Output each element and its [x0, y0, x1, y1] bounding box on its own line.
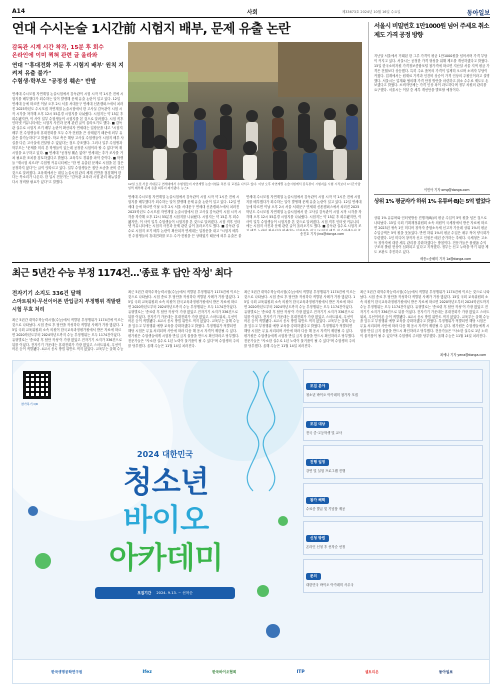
second-body-col2: 최근 5년간 대학수학능력시험(수능)에서 적발된 부정행위가 1174건에 이르는 것으로 나타났다. 시험 종료 후 답안을 작성하다 적발된 사례가 가장 많았다. 15일 국회 교육위원회 소속 의원이 한국교육과정평가원에서 받은 자료에 따르면 2020학년도부터 2024학년도까지 수능 부정행위는 모두 1174건이었다. 유형별로는 '종료령 후 답안 작성'이 가장 많았고 전자기기 소지가 336건으로 뒤를 이었다. 전자기기 가운데는 휴대전화가 가장 많았고 스마트워치, 무선이어폰 등이 적발됐다. 4교시 응시 방법 위반도 적지 않았다. 교육부는 올해 수능을 앞두고 부정행위 예방 교육을 강화하겠다고 밝혔다. 부정행위가 적발되면 해당 시험은 무효 처리되며 사안에 따라 다음 해 응시 자격이 제한될 수 있다. 평가원은 수험생들에게 시험장 반입 금지 물품을 반드시 확인하라고 당부했다. 전문가들은 "사소한 실수로 1년 노력이 물거품이 될 수 있다"며 수험생의 주의를 당부했다. 올해 수능은 11월 14일 치러진다. [128, 290, 240, 348]
info-box [303, 407, 483, 441]
apply-label: 모집기간 [137, 591, 152, 595]
info-head: 신청 방법 [306, 535, 329, 542]
ad-banner [12, 360, 490, 684]
second-body-col1: 최근 5년간 대학수학능력시험(수능)에서 적발된 부정행위가 1174건에 이르는 것으로 나타났다. 시험 종료 후 답안을 작성하다 적발된 사례가 가장 많았다. 15일 국회 교육위원회 소속 의원이 한국교육과정평가원에서 받은 자료에 따르면 2020학년도부터 2024학년도까지 수능 부정행위는 모두 1174건이었다. 유형별로는 '종료령 후 답안 작성'이 가장 많았고 전자기기 소지가 336건으로 뒤를 이었다. 전자기기 가운데는 휴대전화가 가장 많았고 스마트워치, 무선이어폰 등이 적발됐다. 4교시 응시 방법 위반도 적지 않았다. 교육부는 올해 수능 [12, 318, 124, 352]
ad-title-line3: 아카데미 [109, 541, 223, 576]
info-line: 온라인 신청 후 선착순 선정 [306, 545, 346, 549]
crowd-photo-illustration [128, 42, 362, 180]
brand-logo: 동아일보 [466, 10, 490, 17]
second-kicker: 전자기기 소지도 336건 달해 [12, 291, 81, 297]
info-head: 참가 혜택 [306, 497, 329, 504]
lead-photo [128, 42, 362, 180]
qr-code[interactable] [23, 371, 51, 399]
info-line: 수료증 발급 및 기념품 제공 [306, 507, 346, 511]
page-header [12, 8, 490, 18]
info-box [303, 369, 483, 403]
right-sub-byline: 세종=송혜미 기자 1a@donga.com [420, 257, 472, 261]
apply-dates: 2024. 9.13. ~ 선착순 [156, 591, 193, 595]
lead-photo-caption: 12일 오전 서울 서대문구 연세대에서 수험생들이 자연계열 논술시험을 치른 뒤 교정을 나서고 있다. 이날 오후 자연계열 논술시험에서 감독관이 시험지를 시험 시작보다 1시간가량 일찍 배부해 문제 유출 의혹이 제기됐다. 뉴스1 [128, 182, 361, 191]
lead-subhead: 수험생·학부모 "공정성 훼손" 반발 [12, 79, 97, 85]
lead-byline: 송진호 기자 jino@donga.com [300, 232, 345, 236]
second-headline: 최근 5년간 수능 부정 1174건…'종료 후 답안 작성' 최다 [12, 268, 232, 279]
ad-year-label: 2024 대한민국 [137, 450, 193, 459]
sponsor-logo: Ifez [142, 670, 152, 675]
lead-headline: 연대 수시논술 1시간前 시험지 배부, 문제 유출 논란 [12, 22, 291, 37]
lead-subhead: 온라인에 이미 찍혀 관련 글 올라와 [12, 53, 98, 59]
right-headline: 서울시 비밀번호 1만1000원 넘어 주세요 취소제도 가격 공정 방향 [374, 23, 489, 39]
ad-info-list [303, 369, 483, 593]
sponsor-logo: 셀트리온 [364, 670, 379, 674]
issue-date: 제33673호 2024년 10월 16일 수요일 [342, 10, 401, 14]
lead-subheads [12, 44, 124, 86]
info-head: 모집 대상 [306, 421, 329, 428]
info-line: 청소년 바이오 아카데미 참가자 모집 [306, 393, 358, 397]
sponsor-logo: 한국생명공학연구원 [51, 670, 83, 674]
info-box [303, 559, 483, 593]
sponsor-logo: 한국바이오협회 [212, 670, 237, 674]
second-body-col4: 최근 5년간 대학수학능력시험(수능)에서 적발된 부정행위가 1174건에 이르는 것으로 나타났다. 시험 종료 후 답안을 작성하다 적발된 사례가 가장 많았다. 15일 국회 교육위원회 소속 의원이 한국교육과정평가원에서 받은 자료에 따르면 2020학년도부터 2024학년도까지 수능 부정행위는 모두 1174건이었다. 유형별로는 '종료령 후 답안 작성'이 가장 많았고 전자기기 소지가 336건으로 뒤를 이었다. 전자기기 가운데는 휴대전화가 가장 많았고 스마트워치, 무선이어폰 등이 적발됐다. 4교시 응시 방법 위반도 적지 않았다. 교육부는 올해 수능을 앞두고 부정행위 예방 교육을 강화하겠다고 밝혔다. 부정행위가 적발되면 해당 시험은 무효 처리되며 사안에 따라 다음 해 응시 자격이 제한될 수 있다. 평가원은 수험생들에게 시험장 반입 금지 물품을 반드시 확인하라고 당부했다. 전문가들은 "사소한 실수로 1년 노력이 물거품이 될 수 있다"며 수험생의 주의를 당부했다. 올해 수능은 11월 14일 치러진다. [360, 290, 490, 339]
page-number: A14 [12, 8, 25, 15]
info-head: 진행 일정 [306, 459, 329, 466]
lead-subhead: 연대 "'휴대전화 꺼둔 후 시험지 배부' 원칙 지켜져 유출 불가" [12, 63, 124, 77]
section-label: 사회 [247, 10, 258, 16]
second-byline: 최예나 기자 yena@donga.com [440, 353, 487, 357]
ad-title-line2: 바이오 [123, 503, 209, 538]
qr-label: 참가하기 QR [21, 402, 38, 406]
lead-body-col3: 연세대 수시모집 자연계열 논술시험에서 감독관이 시험 시작 약 1시간 전에 시험지를 배부했다가 회수하는 일이 발생해 문제 유출 논란이 일고 있다. 12일 연세대 등에 따르면 이날 오후 2시 서울 서대문구 연세대 신촌캠퍼스에서 치러진 2025학년도 수시모집 자연계열 논술시험에서 한 고사실 감독관이 시험 시작 시각을 착각해 오후 12시 55분경 시험지를 나눠줬다. 시험지는 약 15분 후 회수됐지만, 이 사이 일부 수험생들이 시험지를 본 것으로 알려졌다. 시험 직후 인터넷 커뮤니티에는 시험지 사진과 문제 관련 글이 올라오기도 했다. ■ 감독관 실수로 시험지 조 [246, 195, 362, 229]
lead-body: 연세대 수시모집 자연계열 논술시험에서 감독관이 시험 시작 약 1시간 전에 시험지를 배부했다가 회수하는 일이 발생해 문제 유출 논란이 일고 있다. 12일 연세대 등에 따르면 이날 오후 2시 서울 서대문구 연세대 신촌캠퍼스에서 치러진 2025학년도 수시모집 자연계열 논술시험에서 한 고사실 감독관이 시험 시작 시각을 착각해 오후 12시 55분경 시험지를 나눠줬다. 시험지는 약 15분 후 회수됐지만, 이 사이 일부 수험생들이 시험지를 본 것으로 알려졌다. 시험 직후 인터넷 커뮤니티에는 시험지 사진과 문제 관련 글이 올라오기도 했다. ■ 감독관 실수로 시험지 조기 배부 논란이 확산되자 연세대는 입장문을 내고 "시험지 배부 전 수험생들의 휴대전화를 모두 수거·전원을 끈 상태였기 때문에 외부 유출은 불가능하다"고 밝혔다. 학교 측은 해당 고사실 수험생들이 시험지 배부 사실을 다른 고사실에 전달할 수 없었다는 점도 강조했다. 그러나 일부 수험생과 학부모는 "문제를 미리 본 학생들이 있는데 공정한 시험이라 할 수 없다"며 재시험을 요구하고 있다. ■ 연세대 "공정성 훼손 없어" 연세대는 추가 조사를 거쳐 필요한 조치를 검토하겠다고 밝혔다. 교육부도 경위를 파악 중이다. ■ 학생들 "재시험 치르라" 수험생 커뮤니티에는 "한 번 유출된 문제로 시험을 본 것은 공정하지 않다"는 글이 잇따르고 있다. 일부 수험생들은 집단 소송을 준비 중인 것으로 알려졌다. 교육계에서는 대입 논술시험 관리 체계 전반을 점검해야 한다는 목소리가 나온다. 한 입시 전문가는 "감독관 교육과 시험 관리 매뉴얼을 다시 정비할 필요가 있다"고 말했다. [12, 92, 124, 185]
info-line: 전국 중·고등학생 및 교사 [306, 431, 343, 435]
sponsor-logo: 동아일보 [438, 670, 453, 674]
sponsor-strip [13, 659, 490, 684]
info-box [303, 445, 483, 479]
lead-body-col2: 연세대 수시모집 자연계열 논술시험에서 감독관이 시험 시작 약 1시간 전에 시험지를 배부했다가 회수하는 일이 발생해 문제 유출 논란이 일고 있다. 12일 연세대 등에 따르면 이날 오후 2시 서울 서대문구 연세대 신촌캠퍼스에서 치러진 2025학년도 수시모집 자연계열 논술시험에서 한 고사실 감독관이 시험 시작 시각을 착각해 오후 12시 55분경 시험지를 나눠줬다. 시험지는 약 15분 후 회수됐지만, 이 사이 일부 수험생들이 시험지를 본 것으로 알려졌다. 시험 직후 인터넷 커뮤니티에는 시험지 사진과 문제 관련 글이 올라오기도 했다. ■ 감독관 실수로 시험지 조기 배부 논란이 확산되자 연세대는 입장문을 내고 "시험지 배부 전 수험생들의 휴대전화를 모두 수거·전원을 끈 상태였기 때문에 외부 유출은 불 [128, 195, 242, 238]
second-body-col3: 최근 5년간 대학수학능력시험(수능)에서 적발된 부정행위가 1174건에 이르는 것으로 나타났다. 시험 종료 후 답안을 작성하다 적발된 사례가 가장 많았다. 15일 국회 교육위원회 소속 의원이 한국교육과정평가원에서 받은 자료에 따르면 2020학년도부터 2024학년도까지 수능 부정행위는 모두 1174건이었다. 유형별로는 '종료령 후 답안 작성'이 가장 많았고 전자기기 소지가 336건으로 뒤를 이었다. 전자기기 가운데는 휴대전화가 가장 많았고 스마트워치, 무선이어폰 등이 적발됐다. 4교시 응시 방법 위반도 적지 않았다. 교육부는 올해 수능을 앞두고 부정행위 예방 교육을 강화하겠다고 밝혔다. 부정행위가 적발되면 해당 시험은 무효 처리되며 사안에 따라 다음 해 응시 자격이 제한될 수 있다. 평가원은 수험생들에게 시험장 반입 금지 물품을 반드시 확인하라고 당부했다. 전문가들은 "사소한 실수로 1년 노력이 물거품이 될 수 있다"며 수험생의 주의를 당부했다. 올해 수능은 11월 14일 치러진다. [244, 290, 356, 348]
lead-subhead: 감독관 시계 시간 착각, 15분 후 회수 [12, 45, 104, 51]
sponsor-logo: ITP [296, 670, 305, 675]
right-body: 지난달 서울에서 거래된 한 그루 가격이 평균 1만1000원을 넘어서며 가격 부담이 커지고 있다. 서울시는 공정한 가격 형성을 위해 제도를 개선하겠다고 밝혔다. 15일 한국소비자원 가격정보종합포털 참가격에 따르면 지난달 서울 지역 평균 가격은 전월보다 상승했다. 특히 주요 품목의 가격이 일제히 오르며 소비자 부담이 커졌다. 업계에서는 원재료 가격과 인건비 상승이 가격 인상의 주원인이라고 설명했다. 서울시는 업계와 협의해 가격 안정 방안을 마련하고 취소 수수료 제도도 손보겠다고 밝혔다. 소비자단체는 가격 인상 폭이 과도하다며 정부 차원의 관리를 요구했다. 서울시는 이달 중 세부 개선안을 발표할 예정이다. [374, 54, 490, 93]
apply-period[interactable] [95, 587, 235, 599]
right-sub-headline: 상위 1% 평균자가 하위 1% 유튜버·BJ는 5억 벌었다 [374, 199, 490, 205]
section-divider [12, 262, 490, 263]
info-line: 대한민국 바이오 아카데미 사무국 [306, 583, 354, 587]
info-line: 강연 및 실험 프로그램 진행 [306, 469, 346, 473]
second-kicker2: 스마트워치·무선이어폰 반입금지 부정행위 적발땐 시험 무효 처리 [12, 299, 121, 313]
info-box [303, 521, 483, 555]
info-head: 문의 [306, 573, 321, 580]
right-divider [374, 194, 490, 195]
right-sub-body: 상위 1% 유튜버와 인터넷방송 진행자(BJ)의 평균 수입이 5억 원을 넘은 것으로 나타났다. 15일 국회 기획재정위원회 소속 의원이 국세청에서 받은 자료에 따르면 2023년 귀속 1인 미디어 창작자 종합소득세 신고자 가운데 상위 1%의 평균 수입금액은 5억 원을 웃돌았다. 반면 하위 1%의 평균 수입은 매우 적어 양극화가 뚜렷했다. 1인 미디어 창작자 신고 인원은 매년 증가하는 추세다. 국세청은 고소득 창작자에 대한 세무 관리를 강화하겠다는 방침이다. 전문가들은 플랫폼 수익 구조의 쏠림 현상이 심화되고 있다고 지적했다. 정부는 신고 누락을 막기 위한 제도 보완도 추진하고 있다. [374, 216, 490, 255]
right-column-rule [368, 22, 369, 262]
info-box [303, 483, 483, 517]
ad-title-line1: 청소년 [123, 465, 209, 500]
info-head: 모집 분야 [306, 383, 329, 390]
right-byline: 이민아 기자 omg@donga.com [424, 188, 470, 192]
